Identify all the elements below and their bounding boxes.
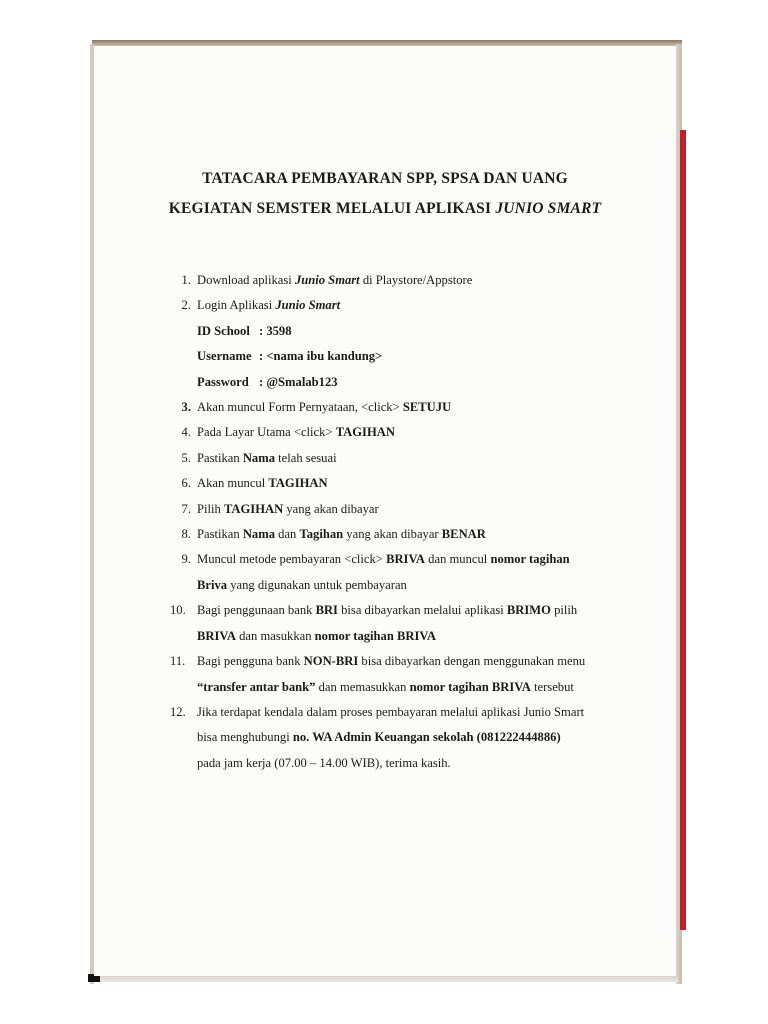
step-text-bold: TAGIHAN <box>268 476 328 491</box>
step-text <box>197 700 584 725</box>
step-text-bold: Tagihan <box>299 527 344 542</box>
step-text-part: Pastikan <box>197 527 243 542</box>
step-text-part: pilih <box>550 603 578 618</box>
credential-label: Username <box>197 349 252 364</box>
step-text-part: bisa dibayarkan melalui aplikasi <box>337 603 507 618</box>
step-number: 1. <box>181 273 191 287</box>
step-text-bold: “transfer antar bank” <box>197 679 316 694</box>
step-item <box>164 522 634 547</box>
step-text <box>197 446 337 471</box>
step-text-part: Akan muncul <box>197 476 269 491</box>
step-text-bold: BRIVA <box>386 552 426 567</box>
step-text <box>197 395 451 420</box>
step-continuation <box>164 624 634 649</box>
step-number: 4. <box>181 425 191 440</box>
credential-label: ID School <box>197 323 250 338</box>
step-item <box>164 547 634 598</box>
step-text <box>197 268 472 293</box>
step-text-bold: BRIVA <box>197 628 236 643</box>
document-title <box>94 164 676 224</box>
credential-value: : 3598 <box>259 323 292 338</box>
step-item <box>164 268 634 293</box>
background-red-strip <box>680 130 686 930</box>
credential-value: : @Smalab123 <box>259 374 338 389</box>
app-name: Junio Smart <box>294 273 360 287</box>
step-text <box>197 497 379 522</box>
step-text-part: Jika terdapat kendala dalam proses pembayaran melalui aplikasi Junio Smart <box>197 704 585 719</box>
credential-row <box>164 344 634 369</box>
step-number: 8. <box>181 527 191 542</box>
step-text-bold: TAGIHAN <box>223 501 284 516</box>
step-number: 12. <box>170 704 186 719</box>
step-item <box>164 598 634 649</box>
step-text-bold: Briva <box>197 577 228 592</box>
title-app-name: JUNIO SMART <box>495 200 602 217</box>
step-number: 6. <box>181 476 191 491</box>
step-text-bold: BRIMO <box>506 603 551 618</box>
step-text-bold: NON-BRI <box>303 654 359 669</box>
step-text-part: Pilih <box>197 501 224 516</box>
step-text-part: Pastikan <box>197 450 243 465</box>
credential-value: : <nama ibu kandung> <box>259 349 383 364</box>
title-line-2 <box>94 194 676 224</box>
step-item <box>164 649 634 700</box>
step-text-part: pada jam kerja (07.00 – 14.00 WIB), terima kasih. <box>197 755 451 770</box>
step-item <box>164 293 634 395</box>
step-text-bold: nomor tagihan BRIVA <box>314 628 436 643</box>
step-number: 5. <box>181 450 191 465</box>
credential-label: Password <box>197 374 249 389</box>
step-text-bold: SETUJU <box>402 400 452 415</box>
step-continuation <box>164 675 634 700</box>
step-text-part: yang akan dibayar <box>283 501 379 516</box>
credential-row <box>164 319 634 344</box>
title-line-2-text: KEGIATAN SEMSTER MELALUI APLIKASI <box>168 200 496 217</box>
step-continuation <box>164 573 634 598</box>
step-text-part: tersebut <box>530 679 574 694</box>
step-text <box>197 522 486 547</box>
step-text-part: Download aplikasi <box>197 273 295 287</box>
step-text-part: Pada Layar Utama <click> <box>197 425 336 440</box>
step-text <box>197 293 340 318</box>
step-text <box>197 471 328 496</box>
step-text-part: di Playstore/Appstore <box>359 273 473 287</box>
step-item <box>164 446 634 471</box>
step-text-part: bisa menghubungi <box>197 730 293 745</box>
step-text-part: bisa dibayarkan dengan menggunakan menu <box>358 654 586 669</box>
step-text <box>197 547 570 572</box>
step-text-bold: BRI <box>315 603 338 618</box>
step-text-bold: Nama <box>242 527 276 542</box>
step-text-part: Bagi pengguna bank <box>197 654 304 669</box>
paper-sheet <box>94 46 676 976</box>
step-text-part: Login Aplikasi <box>197 298 276 313</box>
step-text-bold: nomor tagihan <box>490 552 570 567</box>
step-text <box>197 649 585 674</box>
paper-bottom-edge <box>92 976 678 982</box>
step-number: 2. <box>181 298 191 313</box>
step-text <box>197 598 577 623</box>
step-text <box>197 420 395 445</box>
step-item <box>164 700 634 776</box>
step-number: 11. <box>170 654 186 669</box>
step-item <box>164 420 634 445</box>
title-line-1: TATACARA PEMBAYARAN SPP, SPSA DAN UANG <box>202 170 568 187</box>
step-number: 9. <box>181 552 191 567</box>
credential-row <box>164 370 634 395</box>
step-number: 10. <box>170 603 186 618</box>
step-text-part: Bagi penggunaan bank <box>197 603 316 618</box>
step-text-bold: nomor tagihan BRIVA <box>409 679 531 694</box>
step-item <box>164 497 634 522</box>
step-text-part: dan memasukkan <box>315 679 410 694</box>
step-text-part: yang akan dibayar <box>343 527 442 542</box>
step-text-bold: BENAR <box>441 527 486 542</box>
contact-info: no. WA Admin Keuangan sekolah (081222444886) <box>292 730 561 745</box>
app-name: Junio Smart <box>275 298 341 313</box>
steps-list <box>164 268 634 776</box>
step-item <box>164 395 634 420</box>
step-text-bold: Nama <box>242 450 276 465</box>
step-text-part: dan masukkan <box>235 628 315 643</box>
step-number: 3. <box>181 400 191 415</box>
step-text-part: dan <box>275 527 300 542</box>
step-item <box>164 471 634 496</box>
step-continuation <box>164 725 634 750</box>
step-text-part: Akan muncul Form Pernyataan, <click> <box>197 400 403 415</box>
step-text-part: Muncul metode pembayaran <click> <box>197 552 387 567</box>
step-continuation <box>164 751 634 776</box>
step-text-part: telah sesuai <box>275 450 337 465</box>
step-text-part: dan muncul <box>425 552 491 567</box>
step-text-part: yang digunakan untuk pembayaran <box>227 577 407 592</box>
step-text-bold: TAGIHAN <box>335 425 395 440</box>
step-number: 7. <box>181 501 191 516</box>
